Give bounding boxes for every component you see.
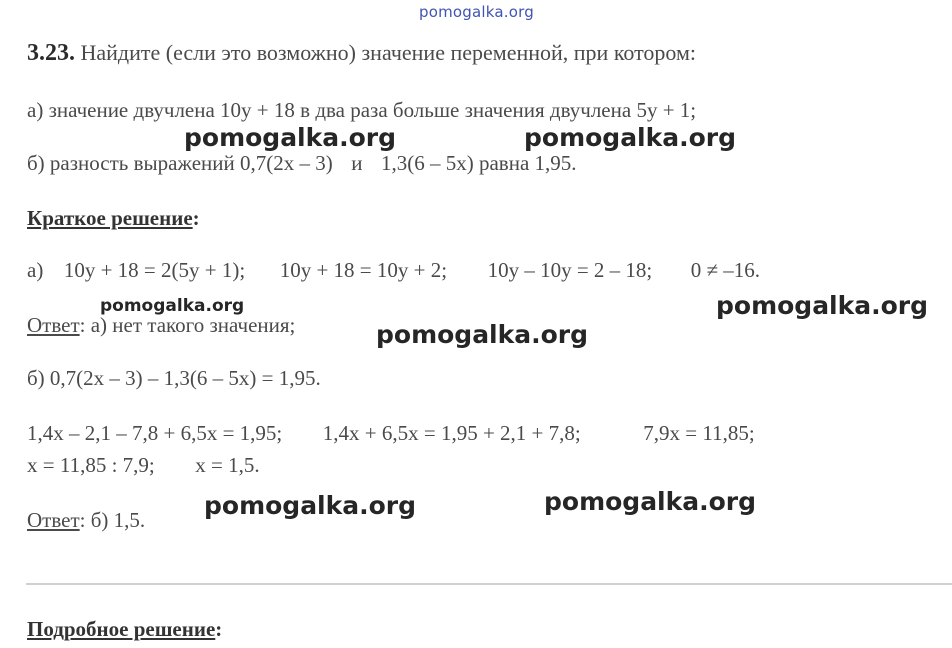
b-step-4: х = 11,85 : 7,9; xyxy=(27,453,155,477)
watermark-4: pomogalka.org xyxy=(716,291,929,320)
problem-part-b xyxy=(27,151,577,176)
watermark-2: pomogalka.org xyxy=(524,123,737,152)
watermark-7: pomogalka.org xyxy=(544,487,757,516)
section-divider xyxy=(26,583,952,585)
answer-b-text: : б) 1,5. xyxy=(79,508,146,532)
part-b-rest: 1,3(6 – 5х) равна 1,95. xyxy=(380,151,577,175)
solution-b-steps-2 xyxy=(27,453,260,478)
answer-b xyxy=(27,508,145,533)
problem-part-a: а) значение двучлена 10у + 18 в два раза больше значения двучлена 5у + 1; xyxy=(27,98,697,122)
solution-b-equation: б) 0,7(2х – 3) – 1,3(6 – 5х) = 1,95. xyxy=(27,366,321,390)
watermark-1: pomogalka.org xyxy=(184,123,397,152)
detailed-solution-title: Подробное решение xyxy=(27,617,216,641)
answer-b-label: Ответ xyxy=(27,508,80,532)
watermark-3: pomogalka.org xyxy=(100,296,245,316)
solution-b-steps xyxy=(27,421,755,446)
watermark-top: pomogalka.org xyxy=(419,3,534,21)
problem-statement: Найдите (если это возможно) значение переменной, при котором: xyxy=(80,40,697,65)
detailed-solution-colon: : xyxy=(215,617,223,641)
part-b-and: и xyxy=(351,151,363,175)
answer-a-label: Ответ xyxy=(27,313,80,337)
problem-number: 3.23. xyxy=(27,40,75,66)
detailed-solution-heading xyxy=(27,617,222,642)
b-step-5: х = 1,5. xyxy=(195,453,260,477)
answer-a-text: : а) нет такого значения; xyxy=(79,313,296,337)
solution-a-steps xyxy=(27,258,760,283)
watermark-6: pomogalka.org xyxy=(204,491,417,520)
a-label: а) xyxy=(27,258,44,282)
short-solution-title: Краткое решение xyxy=(27,206,193,230)
a-step-1: 10у + 18 = 2(5у + 1); xyxy=(63,258,246,282)
short-solution-colon: : xyxy=(192,206,200,230)
a-step-2: 10у + 18 = 10у + 2; xyxy=(279,258,448,282)
answer-a xyxy=(27,313,295,338)
b-step-1: 1,4х – 2,1 – 7,8 + 6,5х = 1,95; xyxy=(27,421,283,445)
b-step-3: 7,9х = 11,85; xyxy=(643,421,755,445)
watermark-5: pomogalka.org xyxy=(376,320,589,349)
part-b-lead: б) разность выражений 0,7(2х – 3) xyxy=(27,151,333,175)
b-step-2: 1,4х + 6,5х = 1,95 + 2,1 + 7,8; xyxy=(322,421,581,445)
a-step-4: 0 ≠ –16. xyxy=(690,258,761,282)
short-solution-heading xyxy=(27,206,200,231)
problem-title xyxy=(27,40,696,67)
a-step-3: 10у – 10у = 2 – 18; xyxy=(487,258,653,282)
